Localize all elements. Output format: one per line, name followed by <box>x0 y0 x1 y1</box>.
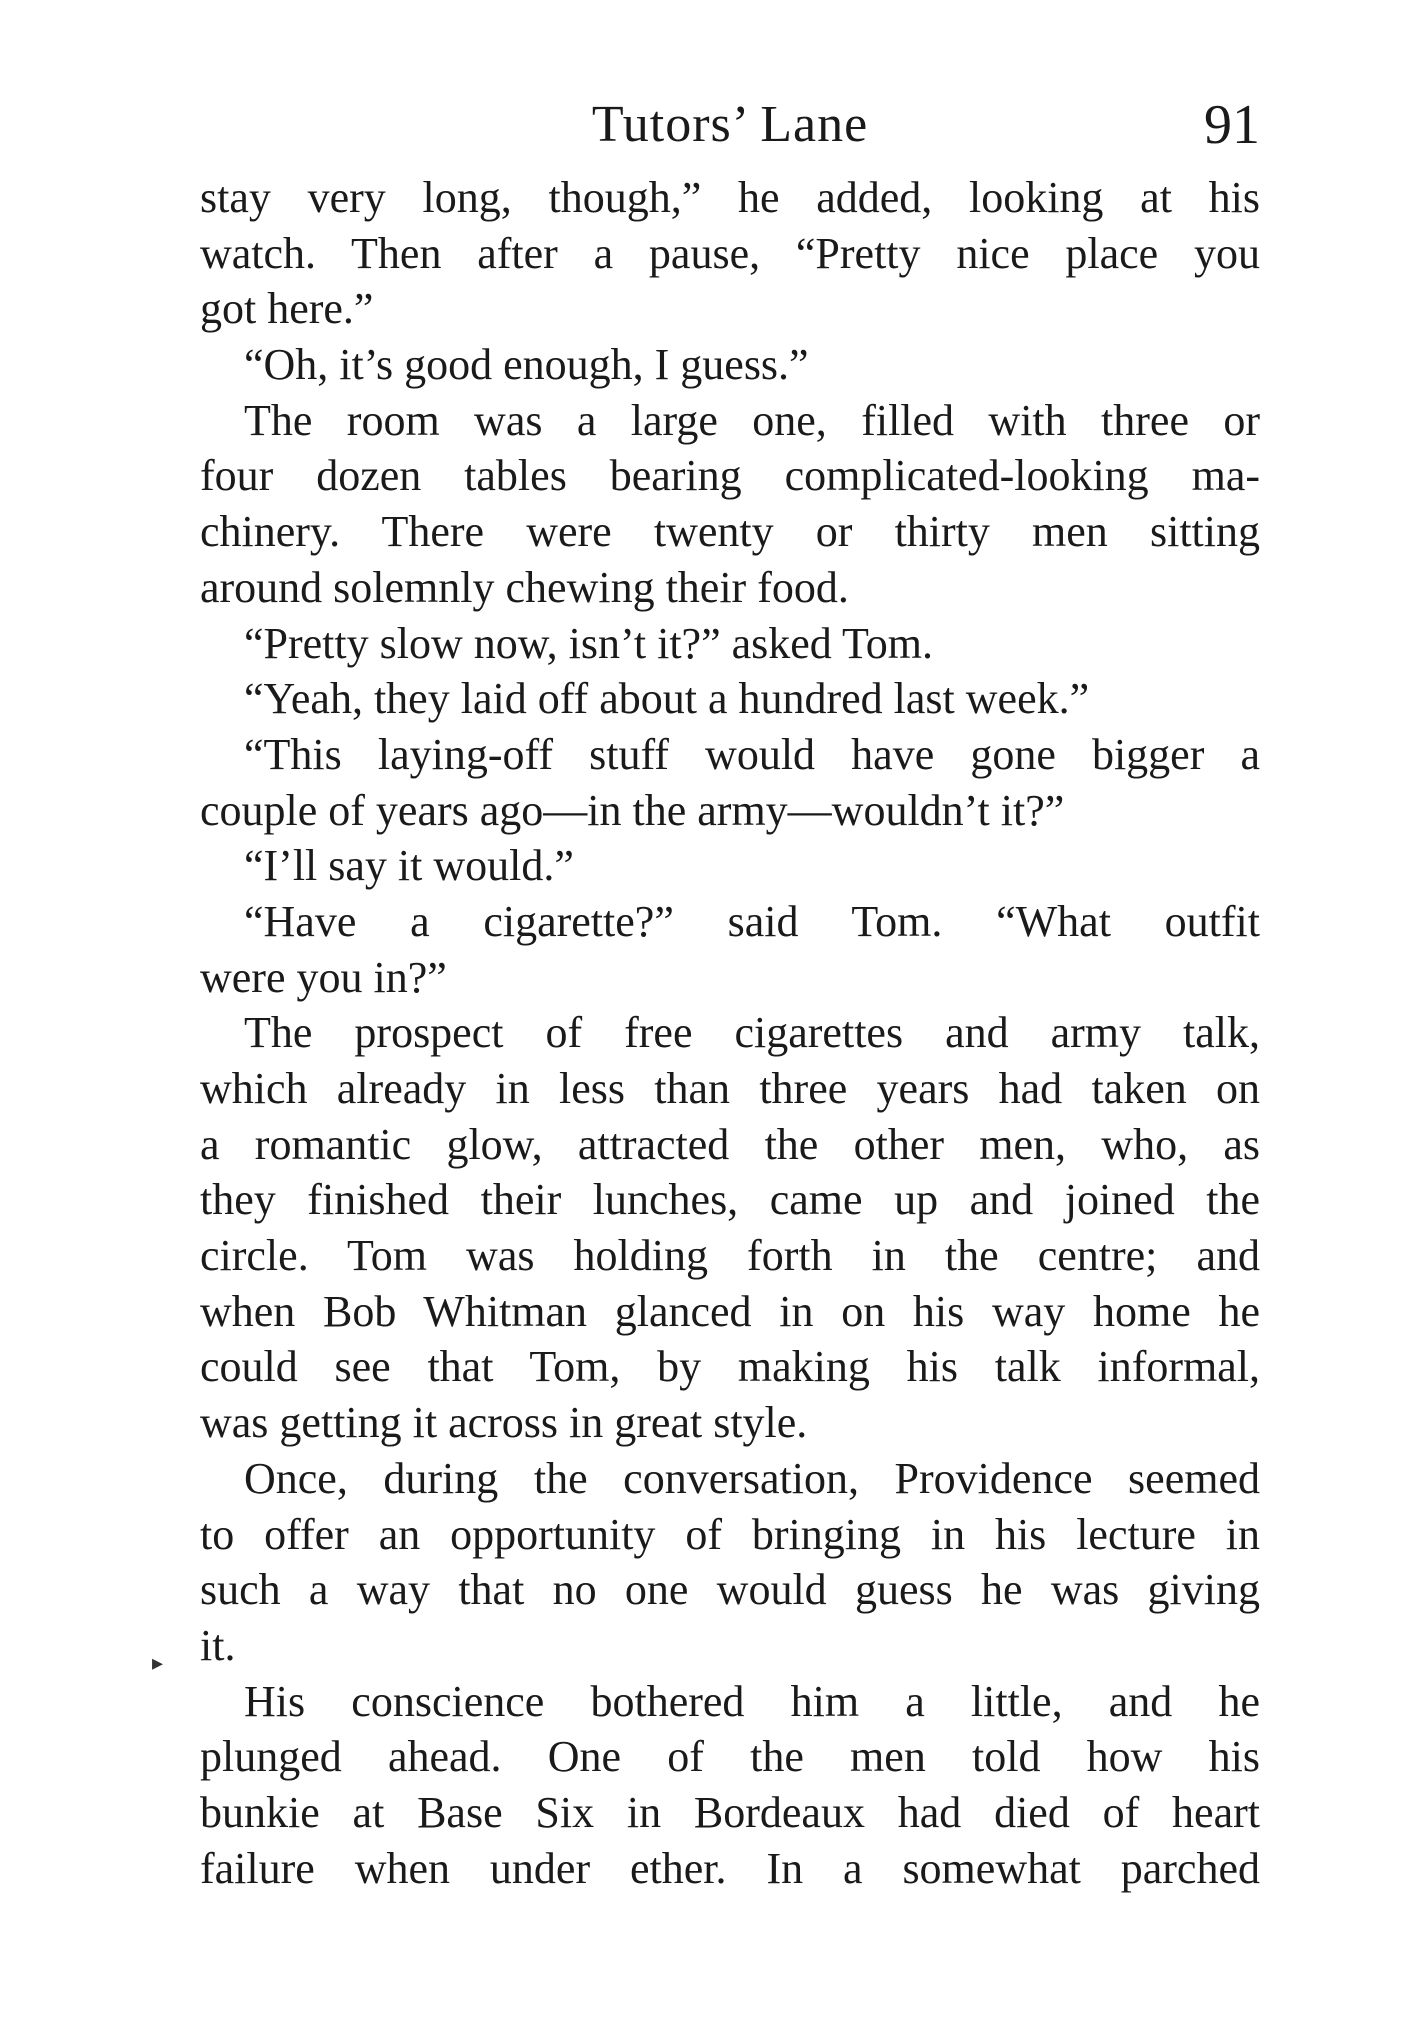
page-number: 91 <box>1204 94 1260 156</box>
text-line: around solemnly chewing their food. <box>200 562 849 612</box>
text-line: were you in?” <box>200 952 447 1002</box>
text-line: watch. Then after a pause, “Pretty nice place you <box>200 228 1260 278</box>
text-line: failure when under ether. In a somewhat parched <box>200 1843 1260 1893</box>
text-line: got here.” <box>200 284 374 334</box>
text-line: stay very long, though,” he added, looking at his <box>200 173 1260 222</box>
text-line: The room was a large one, filled with three or <box>244 395 1260 445</box>
text-line: four dozen tables bearing complicated-looking ma- <box>200 451 1260 501</box>
text-line: “Have a cigarette?” said Tom. “What outfit <box>244 896 1260 946</box>
page-header <box>200 90 1260 160</box>
text-line: “Pretty slow now, isn’t it?” asked Tom. <box>244 618 934 668</box>
text-line: to offer an opportunity of bringing in his lecture in <box>200 1509 1260 1559</box>
text-line: “Oh, it’s good enough, I guess.” <box>244 340 809 390</box>
text-line: bunkie at Base Six in Bordeaux had died of heart <box>200 1787 1260 1837</box>
text-line: such a way that no one would guess he was giving <box>200 1565 1260 1615</box>
text-line: couple of years ago—in the army—wouldn’t it?” <box>200 785 1065 835</box>
text-line: a romantic glow, attracted the other men, who, as <box>200 1119 1260 1169</box>
text-line: which already in less than three years had taken on <box>200 1064 1260 1113</box>
running-title: Tutors’ Lane <box>591 96 869 153</box>
text-line: “This laying-off stuff would have gone bigger a <box>244 729 1260 779</box>
stray-ink-mark-icon: ▸ <box>152 1650 164 1675</box>
text-line: it. <box>200 1620 236 1670</box>
text-line: circle. Tom was holding forth in the centre; and <box>200 1231 1260 1281</box>
text-line: Once, during the conversation, Providence seemed <box>244 1453 1260 1503</box>
text-line: could see that Tom, by making his talk informal, <box>200 1342 1260 1392</box>
text-line: they finished their lunches, came up and joined the <box>200 1175 1260 1225</box>
text-line: plunged ahead. One of the men told how his <box>200 1732 1260 1782</box>
body-text <box>200 170 1260 1896</box>
text-line: chinery. There were twenty or thirty men sitting <box>200 507 1260 557</box>
text-line: when Bob Whitman glanced in on his way home he <box>200 1286 1260 1336</box>
text-line: His conscience bothered him a little, and he <box>244 1676 1260 1726</box>
text-line: “Yeah, they laid off about a hundred last week.” <box>244 674 1090 724</box>
text-line: The prospect of free cigarettes and army talk, <box>244 1008 1260 1058</box>
text-line: was getting it across in great style. <box>200 1398 808 1448</box>
text-line: “I’ll say it would.” <box>244 841 574 891</box>
